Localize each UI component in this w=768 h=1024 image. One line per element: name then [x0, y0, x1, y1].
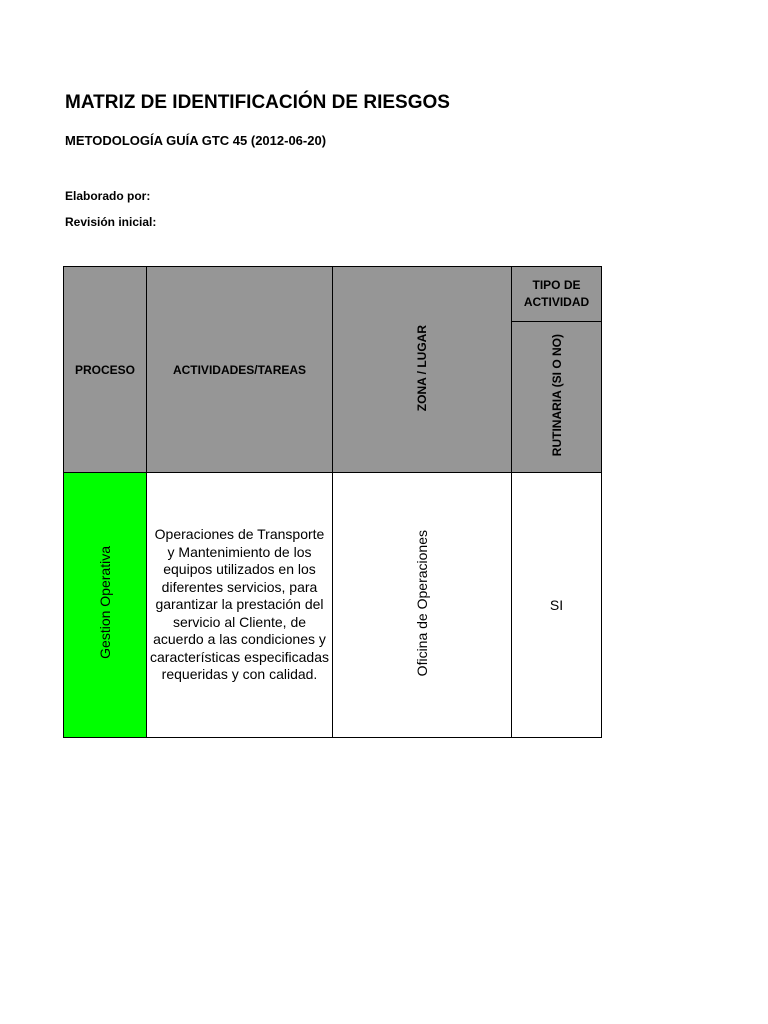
header-proceso — [64, 267, 147, 473]
row-rutinaria-cell — [512, 473, 602, 738]
header-rutinaria-label: RUTINARIA (SI O NO) — [549, 334, 564, 457]
header-tipo-actividad — [512, 267, 602, 322]
elaborado-por-label: Elaborado por: — [65, 189, 151, 203]
row-actividad-cell — [147, 473, 333, 738]
revision-inicial-label: Revisión inicial: — [65, 215, 157, 229]
header-actividades-label: ACTIVIDADES/TAREAS — [172, 362, 307, 377]
row-zona-cell — [333, 473, 512, 738]
header-rutinaria — [512, 322, 602, 473]
risk-matrix-table — [63, 266, 602, 738]
document-subtitle: METODOLOGÍA GUÍA GTC 45 (2012-06-20) — [65, 133, 327, 148]
header-tipo-actividad-label: TIPO DE ACTIVIDAD — [523, 278, 590, 309]
header-actividades — [147, 267, 333, 473]
row-proceso-cell — [64, 473, 147, 738]
header-proceso-label: PROCESO — [74, 362, 135, 377]
header-zona-label: ZONA / LUGAR — [415, 324, 429, 412]
row-proceso-value: Gestion Operativa — [97, 546, 113, 659]
document-title: MATRIZ DE IDENTIFICACIÓN DE RIESGOS — [65, 92, 450, 113]
row-zona-value: Oficina de Operaciones — [414, 530, 430, 677]
row-rutinaria-value: SI — [549, 596, 564, 613]
row-actividad-value: Operaciones de Transporte y Mantenimiento de los equipos utilizados en los diferentes servicios, para garantizar la prestación del servicio al Cliente, de acuerdo a las condiciones y características especificadas requeridas y con calidad. — [150, 526, 329, 683]
header-zona — [333, 267, 512, 473]
